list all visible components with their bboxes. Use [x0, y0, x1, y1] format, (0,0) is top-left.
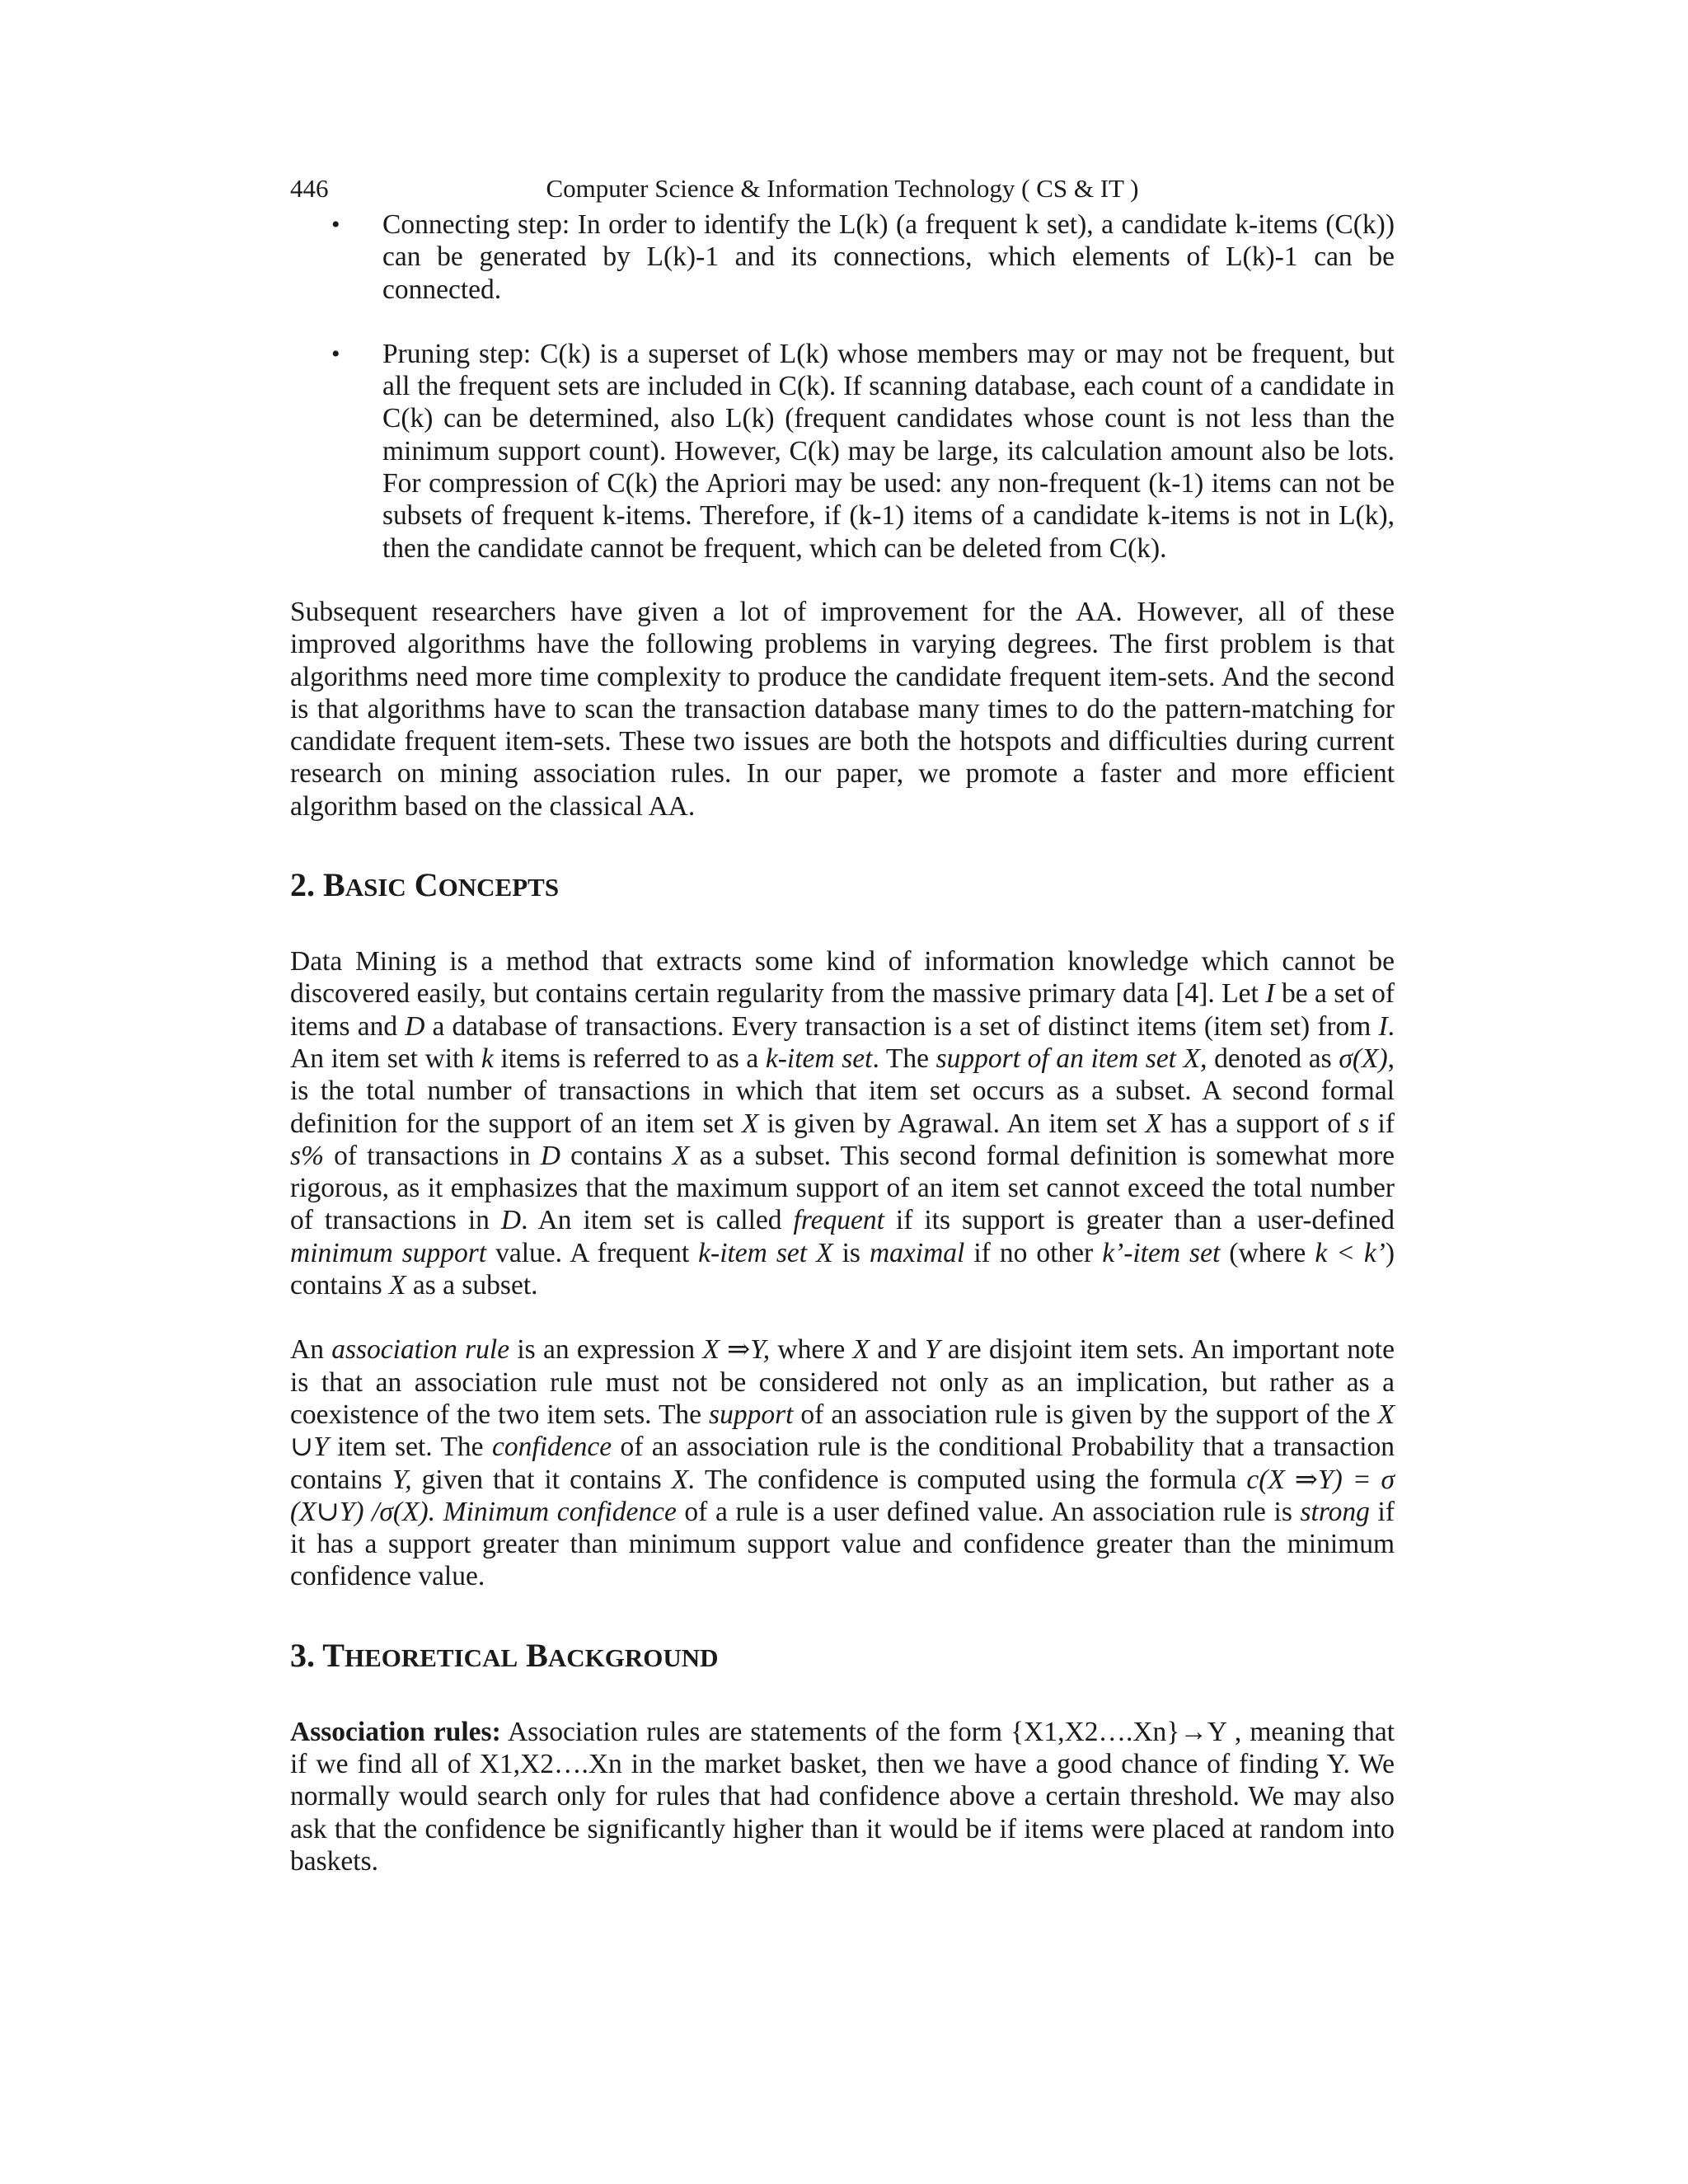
text-run-italic: support — [709, 1399, 794, 1430]
text-run: . An item set with — [290, 1010, 1395, 1074]
heading-cap: B — [323, 866, 345, 904]
text-run-italic: minimum support — [290, 1237, 487, 1268]
text-run-italic: D — [540, 1140, 560, 1171]
text-run: The confidence is computed using the formula — [695, 1464, 1247, 1495]
text-run: are disjoint item sets. An important note is that an association rule must not be considered not only as an implication, but rather as a coexistence of the two item sets. The — [290, 1334, 1395, 1430]
text-run: if it has a support greater than minimum support value and confidence greater than the minimum confidence value. — [290, 1496, 1395, 1592]
text-run: is — [832, 1237, 870, 1268]
text-run: (where — [1220, 1237, 1315, 1268]
text-run-italic: support of an item set X — [935, 1043, 1201, 1074]
text-run-italic: X — [389, 1270, 406, 1301]
heading-smallcaps: HEORETICAL — [344, 1643, 518, 1672]
section-number: 3. — [290, 1636, 315, 1674]
paragraph-lead: Association rules: — [290, 1716, 501, 1747]
bullet-icon: • — [331, 340, 340, 368]
text-run-italic: confidence — [491, 1432, 612, 1463]
text-run-italic: I — [1378, 1010, 1388, 1042]
text-run-italic: σ(X) — [1339, 1043, 1388, 1074]
text-run: , denoted as — [1200, 1043, 1339, 1074]
text-run: . The — [872, 1043, 936, 1074]
bullet-text: Pruning step: C(k) is a superset of L(k) whose members may or may not be frequent, but all the frequent sets are included in C(k). If scanning database, each count of a candidate in C(k) can be determined, also L(k) (frequent candidates whose count is not less than the minimum support count). However, C(k) may be large, its calculation amount also be lots. For compression of C(k) the Apriori may be used: any non-frequent (k-1) items can not be subsets of frequent k-items. Therefore, if (k-1) items of a candidate k-items is not in L(k), then the candidate cannot be frequent, which can be deleted from C(k). — [382, 338, 1395, 564]
text-run-italic: k — [481, 1043, 494, 1074]
heading-smallcaps: ACKGROUND — [547, 1643, 719, 1672]
text-run: Association rules are statements of the form {X1,X2….Xn}→Y , meaning that if we find all of X1,X2….Xn in the market basket, then we have a good chance of finding Y. We normally would search only for rules that had confidence above a certain threshold. We may also ask that the confidence be significantly higher than it would be if items were placed at random into baskets. — [290, 1716, 1395, 1877]
text-run: value. A frequent — [486, 1237, 699, 1268]
text-run: is given by Agrawal. An item set — [758, 1108, 1146, 1139]
heading-cap: B — [526, 1636, 548, 1674]
text-run: if its support is greater than a user-defined — [884, 1205, 1395, 1236]
text-run-italic: X — [673, 1140, 690, 1171]
text-run: of an association rule is given by the support of the — [793, 1399, 1378, 1430]
text-run: of transactions in — [323, 1140, 541, 1171]
heading-smallcaps: ASIC — [345, 873, 406, 902]
text-run-italic: X ⇒Y, — [702, 1334, 771, 1366]
text-run-italic: X — [852, 1334, 870, 1366]
text-run-italic: X — [1145, 1108, 1162, 1139]
text-run: given that it contains — [411, 1464, 672, 1495]
text-run-italic: X. — [671, 1464, 696, 1495]
bullet-icon: • — [331, 211, 340, 238]
text-run: as a subset. This second formal definition is somewhat more rigorous, as it emphasizes that the maximum support of an item set cannot exceed the total number of transactions in — [290, 1140, 1395, 1236]
page-header — [290, 169, 1395, 209]
intro-paragraph: Subsequent researchers have given a lot of improvement for the AA. However, all of these improved algorithms have the following problems in varying degrees. The first problem is that algorithms need more time complexity to produce the candidate frequent item-sets. And the second is that algorithms have to scan the transaction database many times to do the pattern-matching for candidate frequent item-sets. These two issues are both the hotspots and difficulties during current research on mining association rules. In our paper, we promote a faster and more efficient algorithm based on the classical AA. — [290, 596, 1395, 822]
text-run: and — [869, 1334, 925, 1366]
bullet-item-connecting-step — [331, 209, 1395, 306]
text-run: as a subset. — [406, 1270, 538, 1301]
text-run: An — [290, 1334, 332, 1366]
text-run: if no other — [964, 1237, 1103, 1268]
text-run: if — [1369, 1108, 1395, 1139]
text-run: ) contains — [290, 1237, 1395, 1301]
section-heading-basic-concepts — [290, 867, 1395, 906]
text-run: be a set of items and — [290, 978, 1395, 1042]
bullet-list — [290, 209, 1395, 565]
text-run-italic: D — [405, 1010, 425, 1042]
text-run-italic: k-item set X — [698, 1237, 833, 1268]
text-run-italic: X — [741, 1108, 759, 1139]
text-run-italic: k-item set — [765, 1043, 873, 1074]
text-run-italic: association rule — [331, 1334, 510, 1366]
text-run: has a support of — [1161, 1108, 1359, 1139]
text-run-italic: s — [1358, 1108, 1370, 1139]
heading-cap: T — [322, 1636, 345, 1674]
page-number: 446 — [290, 174, 329, 203]
theoretical-background-paragraph — [290, 1716, 1395, 1877]
text-run: contains — [560, 1140, 673, 1171]
text-run-italic: s% — [290, 1140, 324, 1171]
text-run: a database of transactions. Every transaction is a set of distinct items (item set) from — [424, 1010, 1379, 1042]
text-run-italic: k < k’ — [1315, 1237, 1386, 1268]
text-run-italic: strong — [1300, 1496, 1370, 1527]
bullet-text: Connecting step: In order to identify the L(k) (a frequent k set), a candidate k-items (C(k)) can be generated by L(k)-1 and its connections, which elements of L(k)-1 can be connected. — [382, 209, 1395, 305]
heading-cap: C — [414, 866, 438, 904]
text-run: of an association rule is the conditional Probability that a transaction contains — [290, 1432, 1395, 1495]
text-run-italic: I — [1265, 978, 1275, 1010]
text-run-italic: c(X ⇒Y) = σ (X∪Y) /σ(X). Minimum confidence — [290, 1464, 1395, 1527]
page-body — [290, 169, 1395, 1877]
text-run-italic: Y — [924, 1334, 940, 1366]
text-run-italic: frequent — [793, 1205, 884, 1236]
section-heading-theoretical-background — [290, 1638, 1395, 1676]
text-run-italic: Y, — [392, 1464, 412, 1495]
basic-concepts-paragraph-2 — [290, 1333, 1395, 1592]
bullet-item-pruning-step — [331, 338, 1395, 565]
text-run: Data Mining is a method that extracts some kind of information knowledge which cannot be discovered easily, but contains certain regularity from the massive primary data [4]. Let — [290, 946, 1395, 1010]
text-run: items is referred to as a — [493, 1043, 766, 1074]
text-run-italic: X ∪Y — [290, 1399, 1395, 1463]
text-run: is an expression — [509, 1334, 703, 1366]
section-number: 2. — [290, 866, 315, 904]
heading-smallcaps: ONCEPTS — [438, 873, 560, 902]
text-run-italic: D — [500, 1205, 522, 1236]
text-run: , is the total number of transactions in which that item set occurs as a subset. A second formal definition for the support of an item set — [290, 1043, 1395, 1139]
basic-concepts-paragraph-1 — [290, 945, 1395, 1301]
text-run: item set. The — [328, 1432, 492, 1463]
text-run: . An item set is called — [521, 1205, 794, 1236]
text-run-italic: maximal — [869, 1237, 965, 1268]
text-run: where — [770, 1334, 853, 1366]
text-run: of a rule is a user defined value. An association rule is — [676, 1496, 1301, 1527]
text-run-italic: k’-item set — [1102, 1237, 1221, 1268]
running-head: Computer Science & Information Technology ( CS & IT ) — [546, 174, 1139, 203]
